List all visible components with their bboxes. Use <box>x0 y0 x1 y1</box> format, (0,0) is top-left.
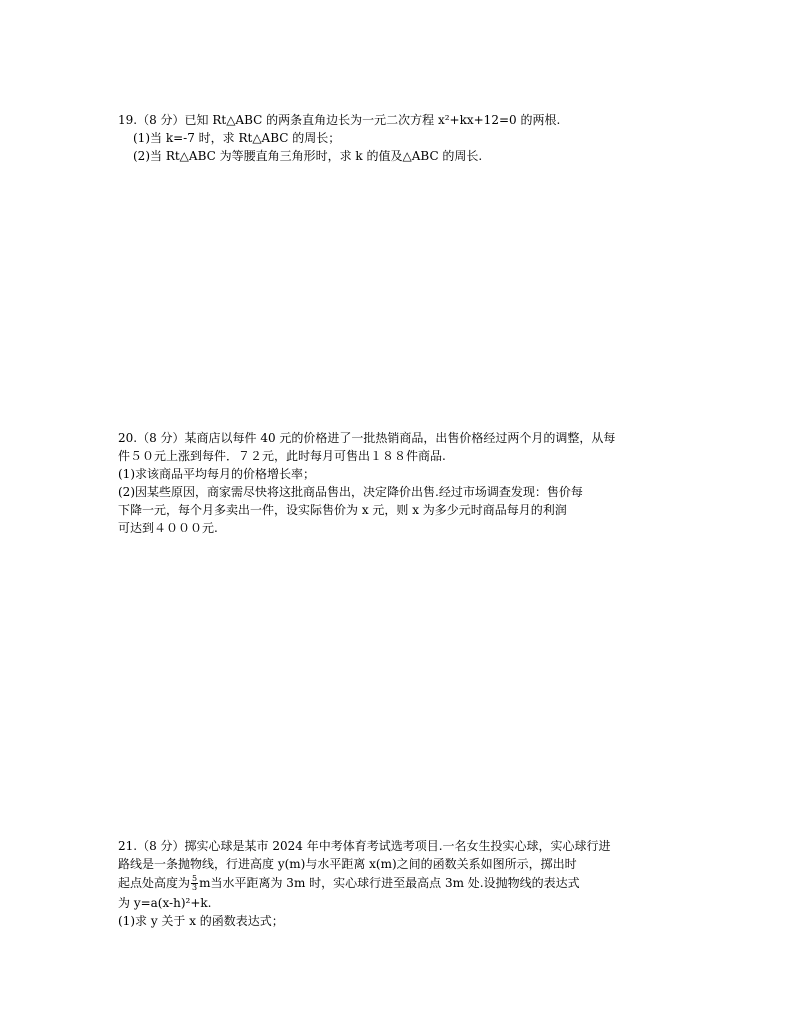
q21-line4: 为 y=a(x-h)²+k. <box>118 896 212 910</box>
q21-line1: 21.（8 分）掷实心球是某市 2024 年中考体育考试选考项目.一名女生投实心球，实心球行进 <box>118 839 611 853</box>
q20-part2-line2: 下降一元，每个月多卖出一件，设实际售价为 x 元，则 x 为多少元时商品每月的利润 <box>118 503 567 517</box>
q21-line2: 路线是一条抛物线，行进高度 y(m)与水平距离 x(m)之间的函数关系如图所示，掷出时 <box>118 857 577 871</box>
q20-part1: (1)求该商品平均每月的价格增长率； <box>118 467 315 481</box>
q19-part2: (2)当 Rt△ABC 为等腰直角三角形时，求 k 的值及△ABC 的周长. <box>133 149 483 163</box>
fraction-five-thirds <box>191 875 198 892</box>
fraction-denominator: 3 <box>192 883 198 892</box>
q19-part1: (1)当 k=-7 时，求 Rt△ABC 的周长； <box>133 131 341 145</box>
q21-line3-start: 起点处高度为 <box>118 876 191 890</box>
q20-part2-line3: 可达到４０００元. <box>118 521 218 535</box>
q20-part2-line1: (2)因某些原因，商家需尽快将这批商品售出，决定降价出售.经过市场调查发现：售价每 <box>118 485 583 499</box>
fraction-numerator: 5 <box>192 874 198 883</box>
q21-line3 <box>118 875 580 892</box>
q21-part1: (1)求 y 关于 x 的函数表达式； <box>118 914 284 928</box>
q20-line1: 20.（8 分）某商店以每件 40 元的价格进了一批热销商品，出售价格经过两个月的调整，从每 <box>118 431 616 445</box>
q19-title: 19.（8 分）已知 Rt△ABC 的两条直角边长为一元二次方程 x²+kx+12=0 的两根. <box>118 113 561 127</box>
q20-line2: 件５０元上涨到每件．７２元，此时每月可售出１８８件商品. <box>118 449 446 463</box>
q21-line3-end: m当水平距离为 3m 时，实心球行进至最高点 3m 处.设抛物线的表达式 <box>199 876 580 890</box>
